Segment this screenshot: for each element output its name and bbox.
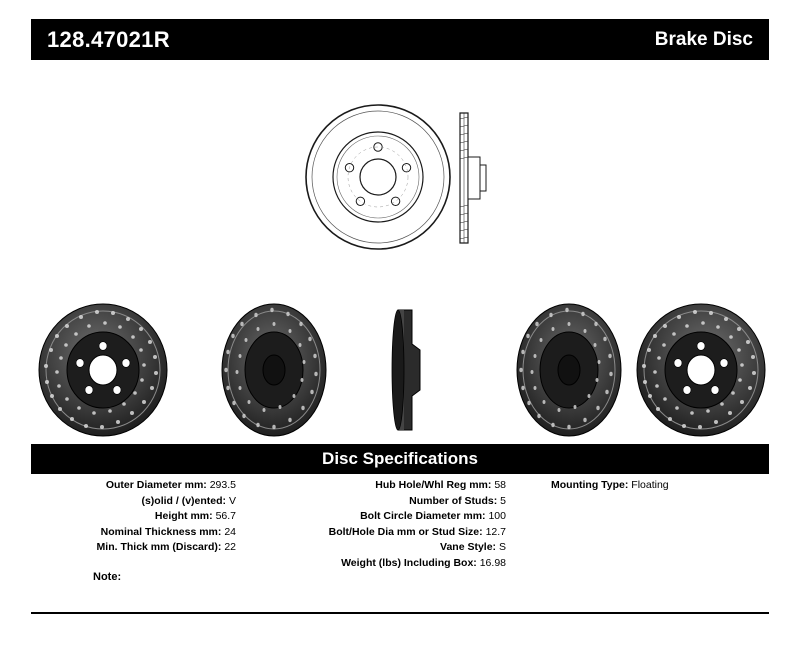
spec-label: Bolt Circle Diameter mm: <box>360 510 486 522</box>
spec-value: 24 <box>224 525 236 538</box>
spec-column-right <box>551 478 761 494</box>
spec-value: V <box>228 494 236 507</box>
spec-section-title: Disc Specifications <box>322 449 478 468</box>
spec-label: Min. Thick mm (Discard): <box>96 541 222 553</box>
spec-label: Number of Studs: <box>409 494 498 507</box>
spec-label: (s)olid / (v)ented: <box>141 494 227 507</box>
spec-row <box>261 494 506 510</box>
spec-value: 58 <box>494 479 506 491</box>
note-field <box>93 571 121 583</box>
spec-label: Height mm: <box>154 510 213 522</box>
spec-value: 100 <box>488 510 506 522</box>
rotor-drilled-face-right <box>631 300 771 440</box>
header-bar <box>31 19 769 60</box>
spec-value: 12.7 <box>485 525 506 538</box>
spec-value: 293.5 <box>209 479 236 491</box>
spec-row <box>261 540 506 556</box>
top-drawing-figure <box>290 95 520 280</box>
spec-columns <box>31 478 769 588</box>
spec-row <box>31 509 236 525</box>
spec-column-left <box>31 478 236 556</box>
rotor-view-5 <box>631 300 771 445</box>
spec-label: Vane Style: <box>440 541 497 553</box>
spec-row <box>31 478 236 494</box>
part-number: 128.47021R <box>47 26 170 52</box>
rotor-view-1 <box>31 300 181 445</box>
spec-row <box>261 556 506 572</box>
spec-value: 56.7 <box>215 510 236 522</box>
spec-value: 22 <box>224 541 236 553</box>
spec-value: 16.98 <box>479 556 506 569</box>
rotor-edge-profile <box>376 300 436 440</box>
spec-row <box>261 525 506 541</box>
brake-disc-line-drawing <box>290 95 520 280</box>
spec-section-header <box>31 444 769 474</box>
page-title: Brake Disc <box>654 28 753 50</box>
spec-row <box>31 494 236 510</box>
spec-row <box>31 540 236 556</box>
spec-value: S <box>498 541 506 553</box>
rotor-view-3 <box>376 300 436 445</box>
spec-row <box>261 478 506 494</box>
rotor-drilled-face-angled-left <box>206 300 346 440</box>
rotor-drilled-face-angled-right <box>499 300 639 440</box>
spec-label: Outer Diameter mm: <box>105 479 207 491</box>
spec-column-middle <box>261 478 506 571</box>
spec-row <box>261 509 506 525</box>
spec-label: Nominal Thickness mm: <box>100 525 222 538</box>
rotor-view-2 <box>206 300 346 445</box>
spec-value: Floating <box>631 479 669 491</box>
footer-divider <box>31 612 769 614</box>
spec-value: 5 <box>500 494 506 507</box>
note-label: Note: <box>93 571 122 583</box>
spec-label: Weight (lbs) Including Box: <box>341 556 477 569</box>
rotor-views-row <box>31 300 769 440</box>
spec-label: Mounting Type: <box>551 479 629 491</box>
rotor-drilled-face-left <box>31 300 181 440</box>
spec-row <box>31 525 236 541</box>
spec-label: Bolt/Hole Dia mm or Stud Size: <box>328 525 483 538</box>
rotor-view-4 <box>499 300 639 445</box>
spec-label: Hub Hole/Whl Reg mm: <box>375 479 492 491</box>
spec-row <box>551 478 761 494</box>
